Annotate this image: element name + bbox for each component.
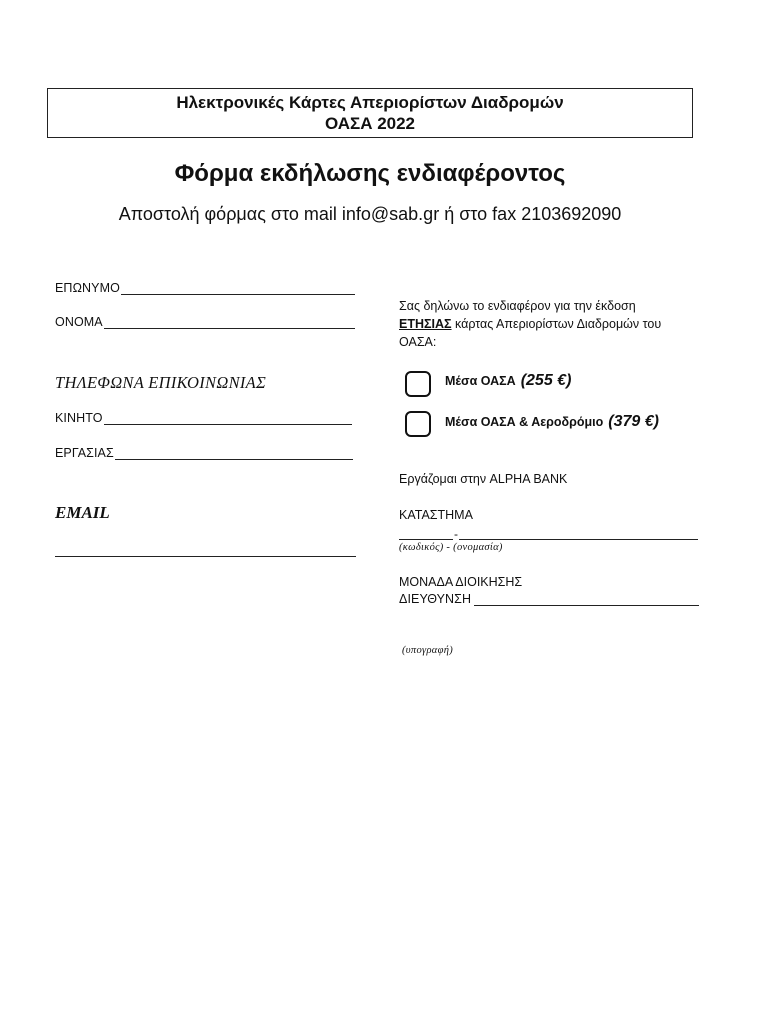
division-label: ΔΙΕΥΘΥΝΣΗ bbox=[399, 592, 472, 606]
surname-field[interactable] bbox=[55, 281, 355, 295]
name-field[interactable] bbox=[55, 315, 355, 329]
work-phone-label: ΕΡΓΑΣΙΑΣ bbox=[55, 446, 114, 460]
email-line[interactable] bbox=[55, 556, 356, 557]
option-price-oasa-airport: (379 €) bbox=[608, 413, 659, 430]
work-phone-field[interactable] bbox=[55, 446, 353, 460]
option-checkbox-oasa-airport[interactable] bbox=[405, 411, 431, 437]
declaration-line-3: ΟΑΣΑ: bbox=[399, 335, 437, 349]
phones-heading: ΤΗΛΕΦΩΝΑ ΕΠΙΚΟΙΝΩΝΙΑΣ bbox=[55, 373, 267, 392]
surname-line[interactable] bbox=[121, 294, 355, 295]
declaration-text bbox=[399, 297, 709, 351]
option-label-oasa-airport: Μέσα ΟΑΣΑ & Αεροδρόμιο (379 €) bbox=[445, 413, 659, 430]
surname-label: ΕΠΩΝΥΜΟ bbox=[55, 281, 120, 295]
branch-name-line[interactable] bbox=[459, 539, 698, 540]
header-title: Ηλεκτρονικές Κάρτες Απεριορίστων Διαδρομών bbox=[176, 93, 564, 112]
name-line[interactable] bbox=[104, 328, 355, 329]
option-checkbox-oasa[interactable] bbox=[405, 371, 431, 397]
document-header bbox=[47, 88, 693, 138]
branch-field[interactable] bbox=[399, 526, 698, 540]
send-instructions: Αποστολή φόρμας στο mail info@sab.gr ή στο fax 2103692090 bbox=[118, 204, 622, 224]
declaration-line-2: ΕΤΗΣΙΑΣ κάρτας Απεριορίστων Διαδρομών του bbox=[399, 317, 662, 331]
mobile-line[interactable] bbox=[104, 424, 352, 425]
name-label: ΟΝΟΜΑ bbox=[55, 315, 103, 329]
email-heading: EMAIL bbox=[55, 503, 110, 522]
employer-text: Εργάζομαι στην ALPHA BANK bbox=[399, 472, 568, 486]
signature-hint: (υπογραφή) bbox=[402, 645, 454, 656]
admin-unit-label: ΜΟΝΑΔΑ ΔΙΟΙΚΗΣΗΣ bbox=[399, 575, 523, 589]
form-title: Φόρμα εκδήλωσης ενδιαφέροντος bbox=[174, 160, 566, 187]
branch-dash: - bbox=[454, 527, 458, 541]
header-year: ΟΑΣΑ 2022 bbox=[324, 114, 416, 133]
option-label-oasa: Μέσα ΟΑΣΑ (255 €) bbox=[445, 372, 572, 389]
branch-label: ΚΑΤΑΣΤΗΜΑ bbox=[399, 508, 473, 522]
division-line[interactable] bbox=[474, 605, 699, 606]
work-phone-line[interactable] bbox=[115, 459, 353, 460]
branch-code-line[interactable] bbox=[399, 539, 453, 540]
declaration-line-1: Σας δηλώνω το ενδιαφέρον για την έκδοση bbox=[399, 299, 636, 313]
branch-hint: (κωδικός) - (ονομασία) bbox=[399, 542, 503, 553]
option-price-oasa: (255 €) bbox=[520, 372, 572, 389]
mobile-field[interactable] bbox=[55, 411, 352, 425]
division-field[interactable] bbox=[399, 592, 699, 606]
annual-emphasis: ΕΤΗΣΙΑΣ bbox=[399, 317, 452, 331]
mobile-label: ΚΙΝΗΤΟ bbox=[55, 411, 103, 425]
